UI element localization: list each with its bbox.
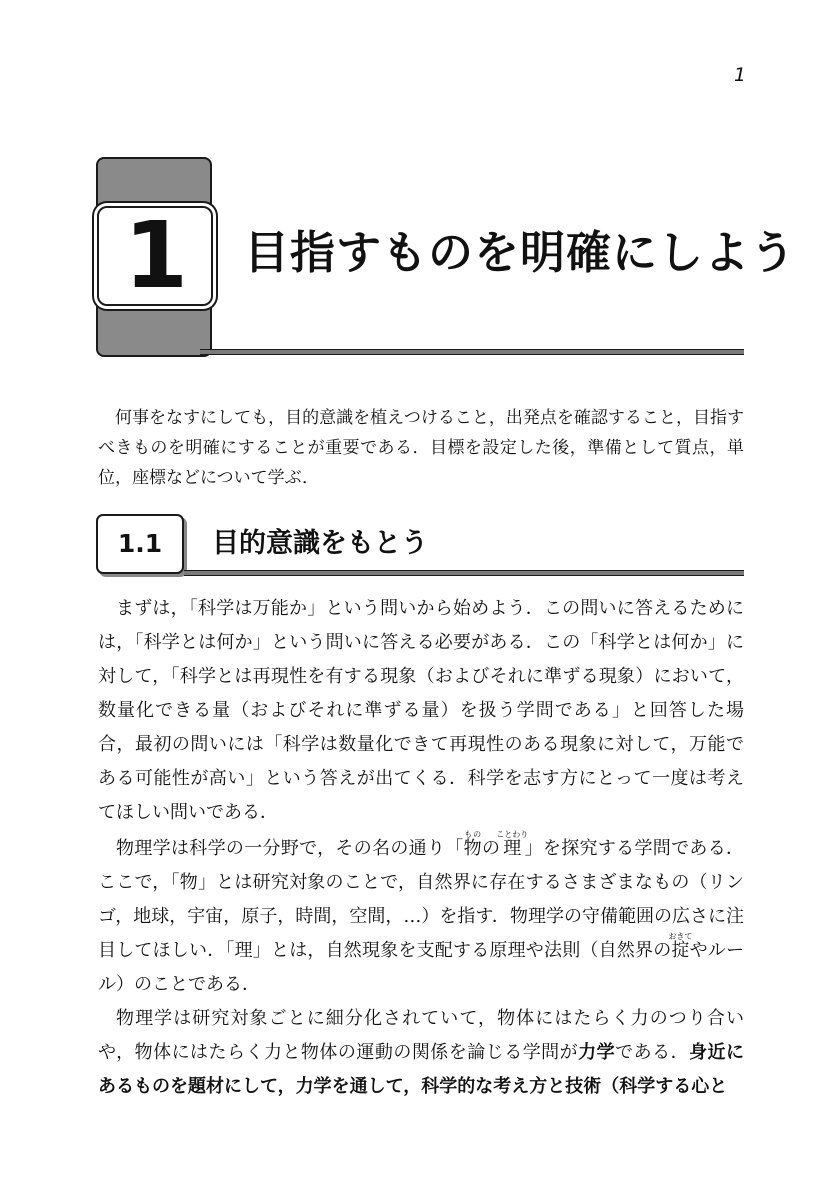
page-number: 1 bbox=[733, 64, 746, 86]
p2-text-before: 物理学は科学の一分野で，その名の通り「 bbox=[116, 838, 464, 859]
section-title-rule bbox=[184, 570, 744, 576]
chapter-title: 目指すものを明確にしよう bbox=[244, 226, 797, 279]
ruby-okite bbox=[668, 932, 693, 961]
p3-bold-statement: 身近にあるものを題材にして，力学を通して，科学的な考え方と技術（科学する心と bbox=[98, 1042, 745, 1097]
ruby-kotowari-reading: ことわり bbox=[496, 830, 529, 839]
ruby-mono-reading: もの bbox=[463, 830, 482, 839]
ruby-mono-base: 物 bbox=[463, 838, 482, 859]
p2-text-middle: の bbox=[481, 838, 501, 859]
p3-text-middle: である． bbox=[615, 1042, 690, 1063]
chapter-number-box bbox=[97, 202, 213, 309]
term-rikigaku: 力学 bbox=[578, 1042, 616, 1063]
ruby-mono bbox=[463, 830, 482, 859]
p3-text-before: 物理学は研究対象ごとに細分化されていて，物体にはたらく力のつり合いや，物体にはたらく力と物体の運動の関係を論じる学問が bbox=[98, 1008, 744, 1063]
ruby-kotowari-base: 理 bbox=[496, 838, 529, 859]
paragraph-3 bbox=[98, 1002, 744, 1104]
p2-text-end: やルール）のことである． bbox=[98, 940, 745, 995]
ruby-okite-base: 掟 bbox=[668, 940, 693, 961]
ruby-kotowari bbox=[496, 830, 529, 859]
ruby-okite-reading: おきて bbox=[668, 932, 693, 941]
chapter-number: 1 bbox=[123, 202, 186, 309]
paragraph-1: まずは，「科学は万能か」という問いから始めよう．この問いに答えるためには，「科学とは何か」という問いに答える必要がある．この「科学とは何か」に対して，「科学とは再現性を有する現象（およびそれに準ずる現象）において，数量化できる量（およびそれに準ずる量）を扱う学問である」と回答した場合，最初の問いには「科学は数量化できて再現性のある現象に対して，万能である可能性が高い」という答えが出てくる．科学を志す方にとって一度は考えてほしい問いである． bbox=[98, 598, 744, 823]
paragraph-2 bbox=[98, 830, 744, 1002]
p2-text-after: 」を探究する学問である．ここで，「物」とは研究対象のことで，自然界に存在するさまざまなもの（リンゴ，地球，宇宙，原子，時間，空間，…）を指す．物理学の守備範囲の広さに注目してほしい．「理」とは，自然現象を支配する原理や法則（自然界の bbox=[98, 838, 745, 961]
section-body bbox=[98, 592, 744, 1104]
section-number: 1.1 bbox=[117, 529, 163, 558]
chapter-intro: 何事をなすにしても，目的意識を植えつけること，出発点を確認すること，目指すべきものを明確にすることが重要である．目標を設定した後，準備として質点，単位，座標などについて学ぶ． bbox=[98, 408, 744, 488]
chapter-title-rule bbox=[200, 349, 744, 355]
section-title: 目的意識をもとう bbox=[212, 528, 428, 559]
